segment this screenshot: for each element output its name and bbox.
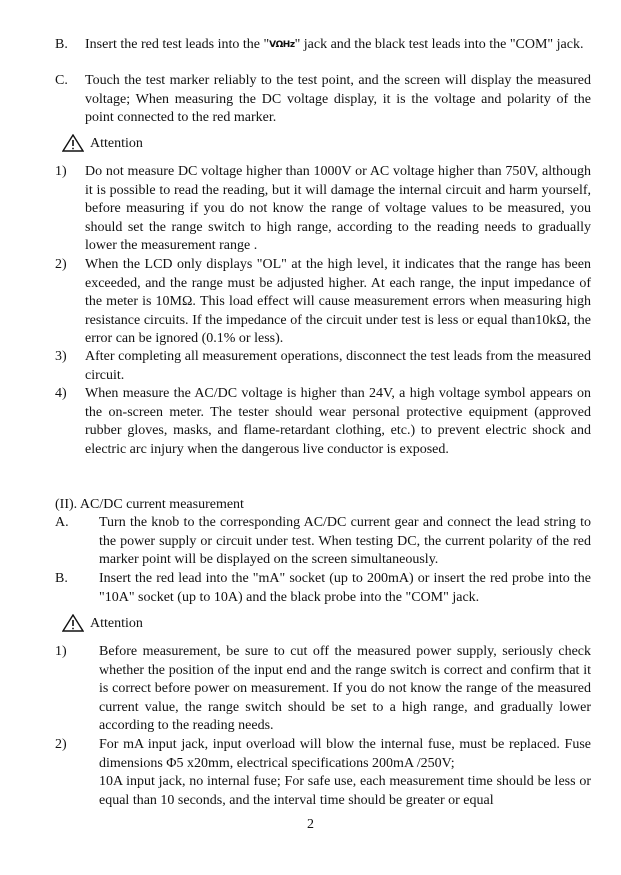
item-number: 2): [55, 257, 67, 272]
warning-triangle-icon: [62, 614, 84, 632]
current-step-a: Turn the knob to the corresponding AC/DC current gear and connect the lead string to the power supply or circuit under test. When testing DC, the current polarity of the red marker point will be displayed on the screen simultaneously.: [99, 515, 591, 567]
page-number: 2: [307, 817, 314, 832]
voltage-step-c: Touch the test marker reliably to the test point, and the screen will display the measured voltage; When measuring the DC voltage display, it is the voltage and polarity of the point connected to the red marker.: [85, 73, 591, 125]
item-number: 1): [55, 164, 67, 179]
attention-heading: [62, 134, 143, 152]
item-number: 1): [55, 644, 67, 659]
attention1-item-4: When measure the AC/DC voltage is higher than 24V, a high voltage symbol appears on the on-screen meter. The tester should wear personal protective equipment (approved rubber gloves, masks, and flame-retardant clothing, etc.) to prevent electric shock and electric arc injury when the dangerous live conductor is exposed.: [85, 386, 591, 457]
step-label: A.: [55, 515, 69, 530]
attention-label: Attention: [90, 616, 143, 631]
attention1-item-2: When the LCD only displays "OL" at the high level, it indicates that the range has been exceeded, and the range must be adjusted higher. At each range, the input impedance of the meter is 10MΩ. This load effect will cause measurement errors when measuring high resistance circuits. If the impedance of the circuit under test is less or equal than10kΩ, the error can be ignored (0.1% or less).: [85, 257, 591, 346]
attention-heading: [62, 614, 143, 632]
item-number: 4): [55, 386, 67, 401]
attention-label: Attention: [90, 136, 143, 151]
warning-triangle-icon: [62, 134, 84, 152]
attention1-item-3: After completing all measurement operations, disconnect the test leads from the measured circuit.: [85, 349, 591, 383]
vohm-hz-jack-symbol: VΩHz: [269, 40, 295, 50]
item-number: 2): [55, 737, 67, 752]
step-label: C.: [55, 73, 68, 88]
attention1-item-1: Do not measure DC voltage higher than 1000V or AC voltage higher than 750V, although it is possible to read the reading, but it will damage the internal circuit and harm yourself, before measuring if you do not know the range of voltage values to be measured, you should set the range switch to high range, according to the reading needs to gradually lower the measurement range .: [85, 164, 591, 253]
step-label: B.: [55, 571, 68, 586]
attention2-item-2: For mA input jack, input overload will blow the internal fuse, must be replaced. Fuse dimensions Φ5 x20mm, electrical specifications 200mA /250V;: [99, 737, 591, 771]
current-step-b: Insert the red lead into the "mA" socket (up to 200mA) or insert the red probe into the "10A" socket (up to 10A) and the black probe into the "COM" jack.: [99, 571, 591, 605]
attention2-item-1: Before measurement, be sure to cut off the measured power supply, seriously check whether the position of the input end and the range switch is correct and confirm that it is correct before power on measurement. If you do not know the range of the measured current value, the range switch should be set to a high range, and gradually lower according to the reading needs.: [99, 644, 591, 733]
item-number: 3): [55, 349, 67, 364]
attention2-item-2-continued: 10A input jack, no internal fuse; For safe use, each measurement time should be less or equal than 10 seconds, and the interval time should be greater or equal: [99, 774, 591, 808]
section-heading: (II). AC/DC current measurement: [55, 497, 244, 512]
voltage-step-b: Insert the red test leads into the "VΩHz" jack and the black test leads into the "COM" jack.: [85, 37, 584, 52]
step-label: B.: [55, 37, 68, 52]
